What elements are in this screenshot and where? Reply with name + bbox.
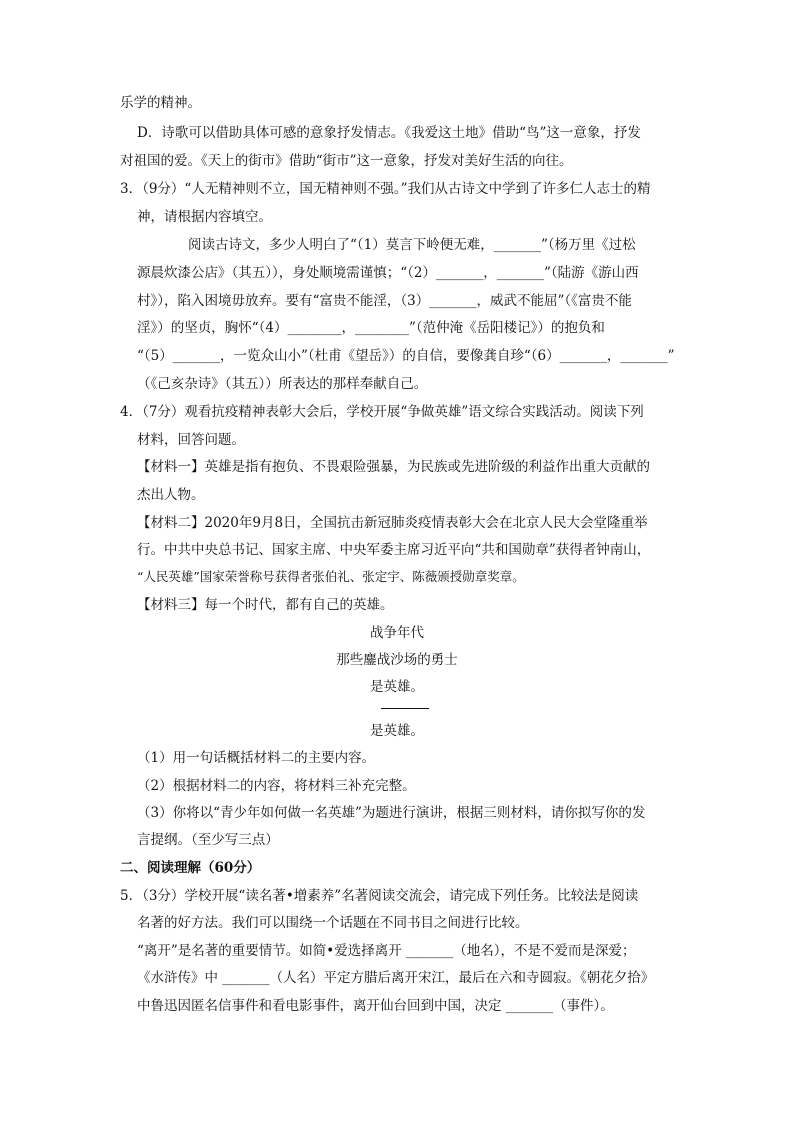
poem-line: 那些鏖战沙场的勇士 [336,652,458,668]
text-line: 名著的好方法。我们可以围绕一个话题在不同书目之间进行比较。 [137,915,529,931]
poem-blank [381,708,429,709]
text-line: 杰出人物。 [137,487,205,503]
text-line: 源晨炊漆公店》（其五）），身处顺境需谨慎；“（2）_______，_______”（陆游《游山西 [137,265,639,281]
poem-line: 战争年代 [370,625,424,641]
section-heading: 二、阅读理解（60分） [120,860,261,876]
text-line: 对祖国的爱。《天上的街市》借助“街市”这一意象，抒发对美好生活的向往。 [120,153,573,169]
question-4-stem: 4．（7分）观看抗疫精神表彰大会后，学校开展“争做英雄”语文综合实践活动。阅读下列 [120,404,644,420]
text-line: 材料，回答问题。 [137,432,245,448]
text-line: 村》），陷入困境毋放弃。要有“富贵不能淫，（3）_______，威武不能屈”（《富贵不能 [137,293,632,309]
material-one-line: 【材料一】英雄是指有抱负、不畏艰险强暴，为民族或先进阶级的利益作出重大贡献的 [137,459,650,475]
material-two-line: 【材料二】2020年9月8日，全国抗击新冠肺炎疫情表彰大会在北京人民大会堂隆重举 [137,515,648,531]
sub-question: （1）用一句话概括材料二的主要内容。 [137,750,376,766]
sub-question: （3）你将以“青少年如何做一名英雄”为题进行演讲，根据三则材料，请你拟写你的发 [137,805,646,821]
text-line: “离开”是名著的重要情节。如简•爱选择离开 _______（地名），不是不爱而是深爱； [137,943,636,959]
text-line: 乐学的精神。 [120,95,201,111]
text-line: “人民英雄”国家荣誉称号获得者张伯礼、张定宇、陈薇颁授勋章奖章。 [137,569,525,584]
text-line: 《水浒传》中 _______（人名）平定方腊后离开宋江，最后在六和寺圆寂。《朝花夕拾》 [137,970,655,986]
text-line: 行。中共中央总书记、国家主席、中央军委主席习近平向“共和国勋章”获得者钟南山， [137,542,651,558]
option-d-line: D．诗歌可以借助具体可感的意象抒发情志。《我爱这土地》借助“鸟”这一意象，抒发 [137,125,641,141]
text-line: （《己亥杂诗》（其五））所表达的那样奉献自己。 [137,376,428,392]
text-line: 中鲁迅因匿名信事件和看电影事件，离开仙台回到中国，决定 _______（事件）。 [137,998,614,1014]
material-three-line: 【材料三】每一个时代，都有自己的英雄。 [137,597,394,613]
text-line: 淫》）的坚贞，胸怀“（4）________，________”（范仲淹《岳阳楼记》）的抱负和 [137,320,605,336]
sub-question: （2）根据材料二的内容，将材料三补充完整。 [137,778,416,794]
question-3-stem: 3．（9分）“人无精神则不立，国无精神则不强。”我们从古诗文中学到了许多仁人志士的精 [120,181,651,197]
text-line: 神，请根据内容填空。 [137,209,272,225]
poem-line: 是英雄。 [370,679,424,695]
question-5-stem: 5．（3分）学校开展“读名著•增素养”名著阅读交流会，请完成下列任务。比较法是阅读 [120,888,639,904]
text-line: “（5）_______，一览众山小”（杜甫《望岳》）的自信，要像龚自珍“（6）_______，_______” [137,348,675,364]
poem-line: 是英雄。 [370,723,424,739]
text-line: 阅读古诗文，多少人明白了“（1）莫言下岭便无难，_______”（杨万里《过松 [188,237,636,253]
text-line: 言提纲。（至少写三点） [137,832,279,848]
